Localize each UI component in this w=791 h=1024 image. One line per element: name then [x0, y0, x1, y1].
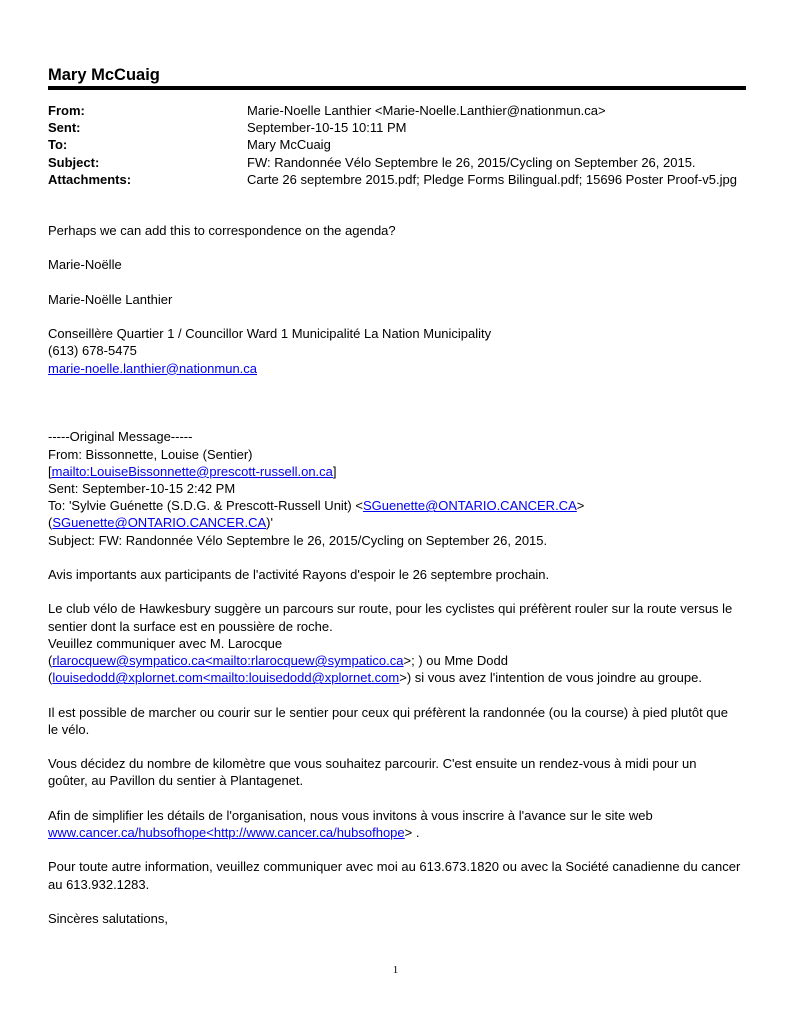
signature-title: Conseillère Quartier 1 / Councillor Ward 1 Municipalité La Nation Municipality	[48, 326, 492, 342]
sent-label: Sent:	[48, 120, 81, 136]
mailbox-owner-name: Mary McCuaig	[48, 66, 160, 84]
from-label: From:	[48, 103, 85, 118]
to-value: Mary McCuaig	[247, 137, 331, 153]
closing-line: Sincères salutations,	[48, 910, 168, 926]
original-to-angle-close: >	[576, 498, 585, 514]
paragraph-web-line-2	[48, 824, 748, 841]
paragraph-avis: Avis importants aux participants de l'activité Rayons d'espoir le 26 septembre prochain.	[48, 566, 550, 582]
paragraph-web-line-1: Afin de simplifier les détails de l'organisation, nous vous invitons à vous inscrire à l'avance sur le site web	[48, 807, 653, 823]
paragraph-info-line-2: au 613.932.1283.	[48, 876, 150, 892]
bracket-open: [	[48, 463, 52, 479]
email-body	[48, 222, 748, 927]
larocque-email-link[interactable]: rlarocquew@sympatico.ca<mailto:rlarocquew@sympatico.ca	[52, 652, 404, 668]
paragraph-marcher-line-1: Il est possible de marcher ou courir sur le sentier pour ceux qui préfèrent la randonnée (ou la course) à pied plutôt que	[48, 704, 728, 720]
original-to-prefix: To: 'Sylvie Guénette (S.D.G. & Prescott-Russell Unit) <	[48, 498, 363, 514]
bracket-close: ]	[332, 463, 337, 479]
attachments-label: Attachments:	[48, 171, 132, 187]
header-row-subject	[48, 154, 748, 171]
to-label: To:	[48, 137, 68, 153]
subject-value: FW: Randonnée Vélo Septembre le 26, 2015/Cycling on September 26, 2015.	[247, 154, 696, 170]
original-message-marker: -----Original Message-----	[48, 429, 193, 445]
dodd-email-link[interactable]: louisedodd@xplornet.com<mailto:louisedodd@xplornet.com	[52, 670, 400, 686]
original-to	[48, 497, 748, 514]
paragraph-km-line-1: Vous décidez du nombre de kilomètre que vous souhaitez parcourir. C'est ensuite un rendez-vous à midi pour un	[48, 756, 697, 772]
from-value: Marie-Noelle Lanthier <Marie-Noelle.Lanthier@nationmun.ca>	[247, 103, 606, 118]
paren-open: (	[48, 652, 53, 668]
header-row-from	[48, 102, 748, 119]
subject-label: Subject:	[48, 154, 100, 170]
header-row-sent	[48, 119, 748, 136]
paragraph-club-line-2: sentier dont la surface est en poussière de roche.	[48, 618, 333, 634]
signature-email-row	[48, 360, 748, 377]
original-to-email-link[interactable]: SGuenette@ONTARIO.CANCER.CA	[362, 498, 577, 514]
signature-phone: (613) 678-5475	[48, 343, 137, 359]
paragraph-club-line-5-rest: >) si vous avez l'intention de vous joindre au groupe.	[399, 670, 702, 686]
original-to-email-link-2[interactable]: SGuenette@ONTARIO.CANCER.CA	[52, 515, 267, 531]
original-subject: Subject: FW: Randonnée Vélo Septembre le 26, 2015/Cycling on September 26, 2015.	[48, 532, 548, 548]
original-from: From: Bissonnette, Louise (Sentier)	[48, 446, 253, 462]
paragraph-club-line-1: Le club vélo de Hawkesbury suggère un parcours sur route, pour les cyclistes qui préfèrent rouler sur la route versus le	[48, 601, 733, 617]
paragraph-marcher-line-2: le vélo.	[48, 721, 90, 737]
original-from-mailto-link[interactable]: mailto:LouiseBissonnette@prescott-russell.on.ca	[51, 463, 333, 479]
email-header	[48, 102, 748, 188]
paragraph-club-line-5	[48, 669, 748, 686]
paren-open: (	[48, 515, 53, 531]
hubsofhope-link[interactable]: www.cancer.ca/hubsofhope<http://www.cancer.ca/hubsofhope	[48, 824, 405, 840]
paragraph-club-line-3: Veuillez communiquer avec M. Larocque	[48, 635, 283, 651]
original-from-link-row	[48, 463, 748, 480]
header-row-attachments	[48, 171, 748, 188]
paragraph-km-line-2: goûter, au Pavillon du sentier à Plantagenet.	[48, 773, 304, 789]
sent-value: September-10-15 10:11 PM	[247, 120, 407, 136]
intro-line: Perhaps we can add this to correspondence on the agenda?	[48, 223, 396, 238]
original-sent: Sent: September-10-15 2:42 PM	[48, 480, 236, 496]
attachments-value: Carte 26 septembre 2015.pdf; Pledge Forms Bilingual.pdf; 15696 Poster Proof-v5.jpg	[247, 171, 737, 187]
signoff-full-name: Marie-Noëlle Lanthier	[48, 291, 173, 307]
paren-close: )'	[266, 515, 273, 531]
page-number: 1	[392, 964, 399, 976]
signoff-short: Marie-Noëlle	[48, 257, 122, 273]
paragraph-web-line-2-rest: > .	[404, 824, 420, 840]
header-row-to	[48, 136, 748, 153]
paren-open: (	[48, 670, 53, 686]
paragraph-club-line-4	[48, 652, 748, 669]
header-divider	[48, 86, 746, 90]
paragraph-club-line-4-rest: >; ) ou Mme Dodd	[403, 652, 508, 668]
paragraph-info-line-1: Pour toute autre information, veuillez communiquer avec moi au 613.673.1820 ou avec la Société canadienne du cancer	[48, 859, 741, 875]
signature-email-link[interactable]: marie-noelle.lanthier@nationmun.ca	[48, 360, 258, 376]
original-to-continued	[48, 514, 748, 531]
